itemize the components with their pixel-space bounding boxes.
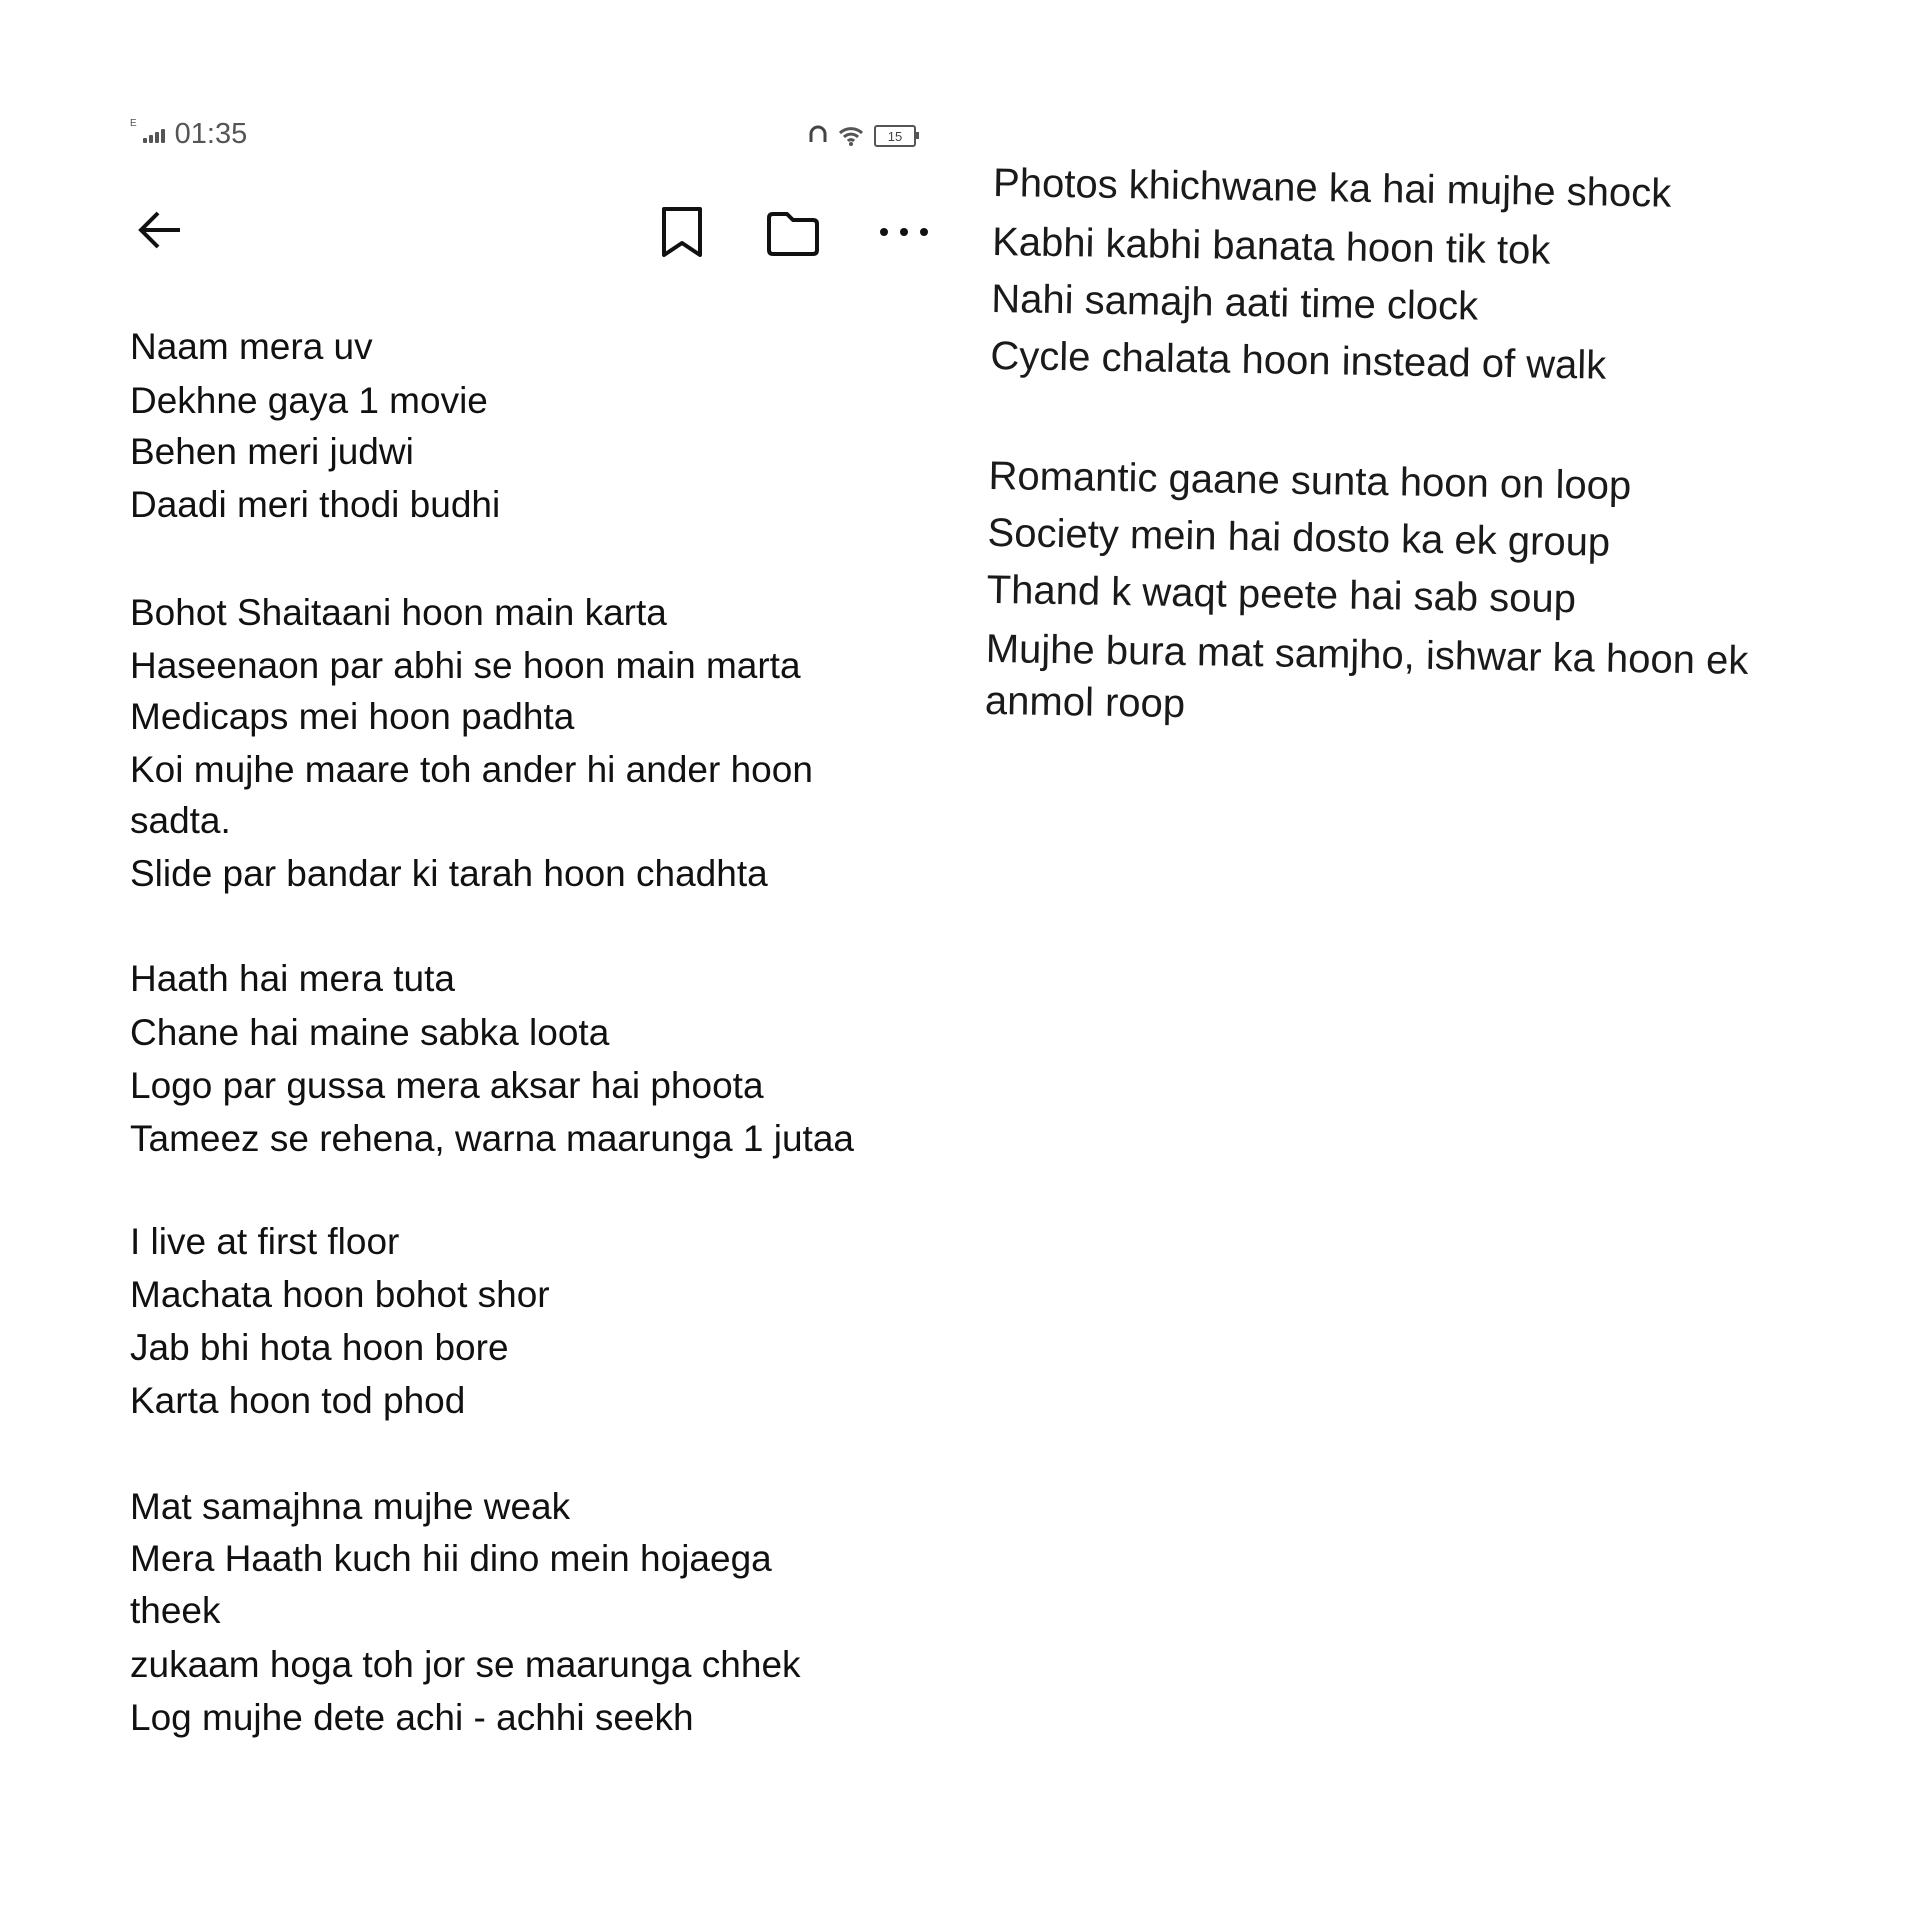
note-line: Mera Haath kuch hii dino mein hojaega xyxy=(130,1538,772,1579)
note-line: anmol roop xyxy=(984,678,1186,727)
note-line: Medicaps mei hoon padhta xyxy=(130,696,575,737)
note-line: Jab bhi hota hoon bore xyxy=(130,1327,509,1368)
note-line: Behen meri judwi xyxy=(130,431,414,472)
note-line: Daadi meri thodi budhi xyxy=(130,484,501,525)
note-line: Machata hoon bohot shor xyxy=(130,1274,550,1315)
note-line: Logo par gussa mera aksar hai phoota xyxy=(130,1065,764,1106)
note-line: Nahi samajh aati time clock xyxy=(990,276,1479,329)
network-type: E xyxy=(130,118,137,129)
note-line: Slide par bandar ki tarah hoon chadhta xyxy=(130,853,768,894)
note-line: Haath hai mera tuta xyxy=(130,958,455,999)
note-line: Karta hoon tod phod xyxy=(130,1380,466,1421)
note-line: Kabhi kabhi banata hoon tik tok xyxy=(991,219,1551,273)
note-line: Naam mera uv xyxy=(130,326,373,367)
note-line: Tameez se rehena, warna maarunga 1 jutaa xyxy=(130,1118,854,1159)
note-line: Thand k waqt peete hai sab soup xyxy=(986,567,1577,622)
note-line: Log mujhe dete achi - achhi seekh xyxy=(130,1697,694,1738)
note-line: Koi mujhe maare toh ander hi ander hoon xyxy=(130,749,813,790)
battery-level: 15 xyxy=(887,128,903,144)
note-line: Mujhe bura mat samjho, ishwar ka hoon ek xyxy=(985,626,1749,683)
note-line: Chane hai maine sabka loota xyxy=(130,1012,610,1053)
note-line: Dekhne gaya 1 movie xyxy=(130,380,488,421)
note-line: sadta. xyxy=(130,800,231,841)
note-line: Haseenaon par abhi se hoon main marta xyxy=(130,645,801,686)
note-line: Society mein hai dosto ka ek group xyxy=(987,510,1611,565)
note-line: Cycle chalata hoon instead of walk xyxy=(990,333,1607,388)
note-right-column xyxy=(983,0,1833,814)
clock: 01:35 xyxy=(174,118,248,150)
note-line: Bohot Shaitaani hoon main karta xyxy=(130,592,667,633)
note-line: theek xyxy=(130,1590,221,1631)
note-line: I live at first floor xyxy=(130,1221,400,1262)
note-line: Mat samajhna mujhe weak xyxy=(130,1486,571,1527)
note-line: zukaam hoga toh jor se maarunga chhek xyxy=(130,1644,801,1685)
note-line: Photos khichwane ka hai mujhe shock xyxy=(992,160,1672,216)
note-line: Romantic gaane sunta hoon on loop xyxy=(988,453,1632,509)
